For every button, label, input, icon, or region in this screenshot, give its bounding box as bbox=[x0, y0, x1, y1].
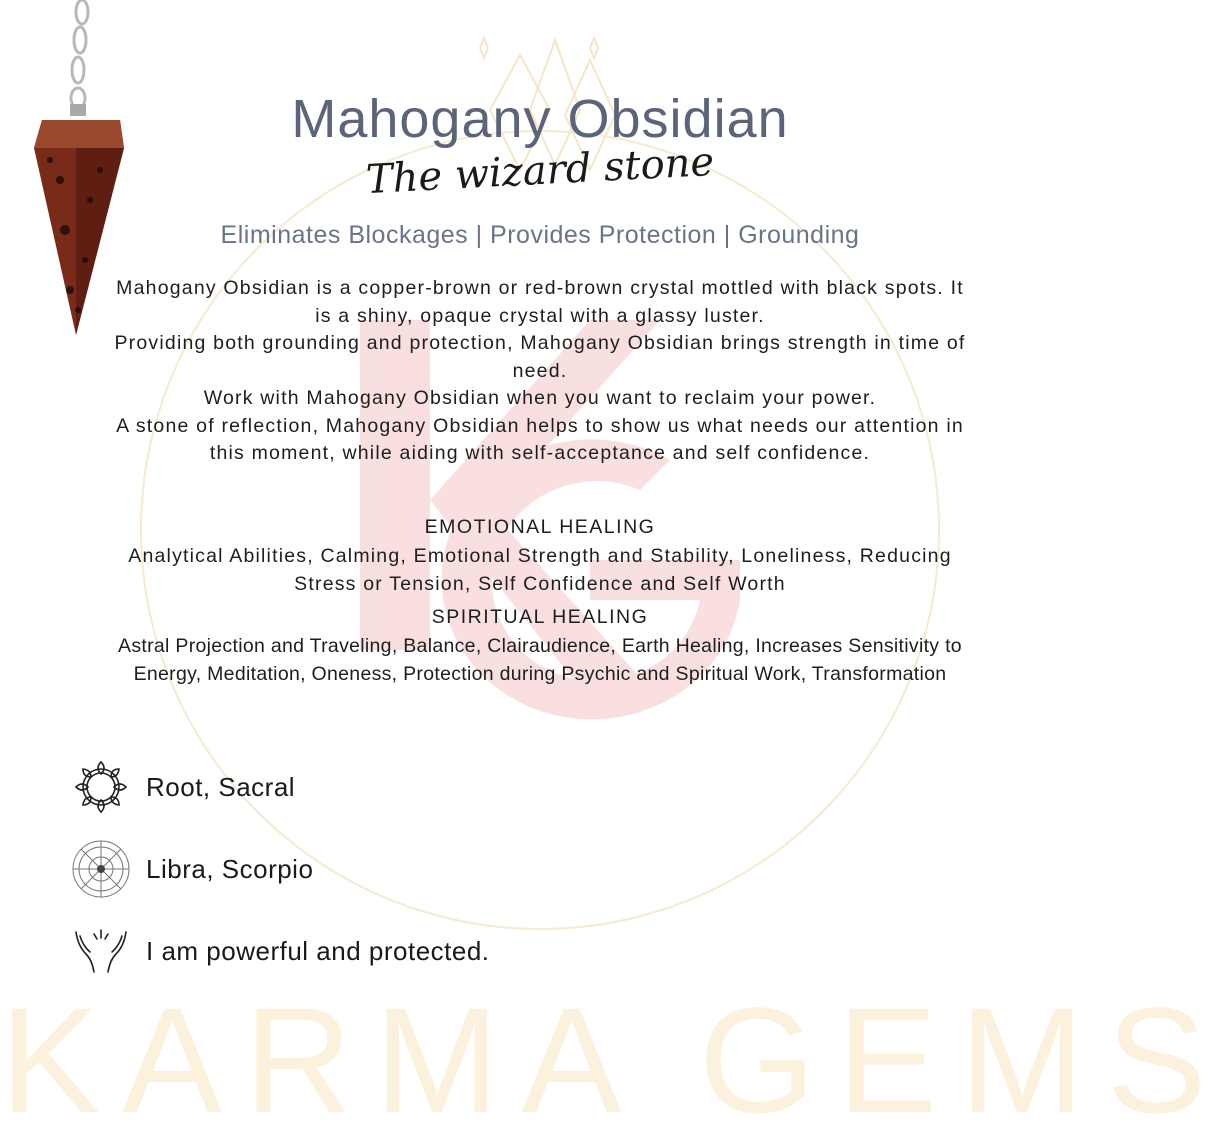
emotional-healing-heading: EMOTIONAL HEALING bbox=[424, 516, 656, 538]
emotional-healing-list: Analytical Abilities, Calming, Emotional Strength and Stability, Loneliness, Reducing Stress or Tension, Self Confidence and Self Worth bbox=[128, 545, 952, 595]
zodiac-wheel-icon bbox=[70, 838, 132, 900]
description-line: A stone of reflection, Mahogany Obsidian helps to show us what needs our attention in this moment, while aiding with self-acceptance and self confidence. bbox=[116, 414, 964, 464]
description bbox=[110, 275, 970, 468]
page-subtitle: The wizard stone bbox=[364, 138, 716, 204]
chakra-mandala-icon bbox=[70, 756, 132, 818]
affirmation-row bbox=[70, 920, 490, 982]
chakra-text: Root, Sacral bbox=[146, 771, 296, 802]
chakra-row bbox=[70, 756, 295, 818]
description-line: Providing both grounding and protection, Mahogany Obsidian brings strength in time of need. bbox=[114, 332, 966, 382]
affirmation-text: I am powerful and protected. bbox=[146, 935, 490, 966]
spiritual-healing-list: Astral Projection and Traveling, Balance, Clairaudience, Earth Healing, Increases Sensitivity to Energy, Meditation, Oneness, Protection during Psychic and Spiritual Work, Transformation bbox=[118, 635, 962, 685]
description-line: Mahogany Obsidian is a copper-brown or red-brown crystal mottled with black spots. It is a shiny, opaque crystal with a glassy luster. bbox=[116, 277, 964, 327]
watermark-text: KARMA GEMS bbox=[0, 976, 1229, 1144]
description-line: Work with Mahogany Obsidian when you want to reclaim your power. bbox=[203, 387, 877, 409]
spiritual-healing-heading: SPIRITUAL HEALING bbox=[431, 606, 649, 628]
property-tagline: Eliminates Blockages | Provides Protection | Grounding bbox=[220, 221, 860, 249]
zodiac-text: Libra, Scorpio bbox=[146, 853, 314, 884]
open-hands-icon bbox=[70, 920, 132, 982]
page-title: Mahogany Obsidian bbox=[291, 89, 789, 149]
zodiac-row bbox=[70, 838, 313, 900]
